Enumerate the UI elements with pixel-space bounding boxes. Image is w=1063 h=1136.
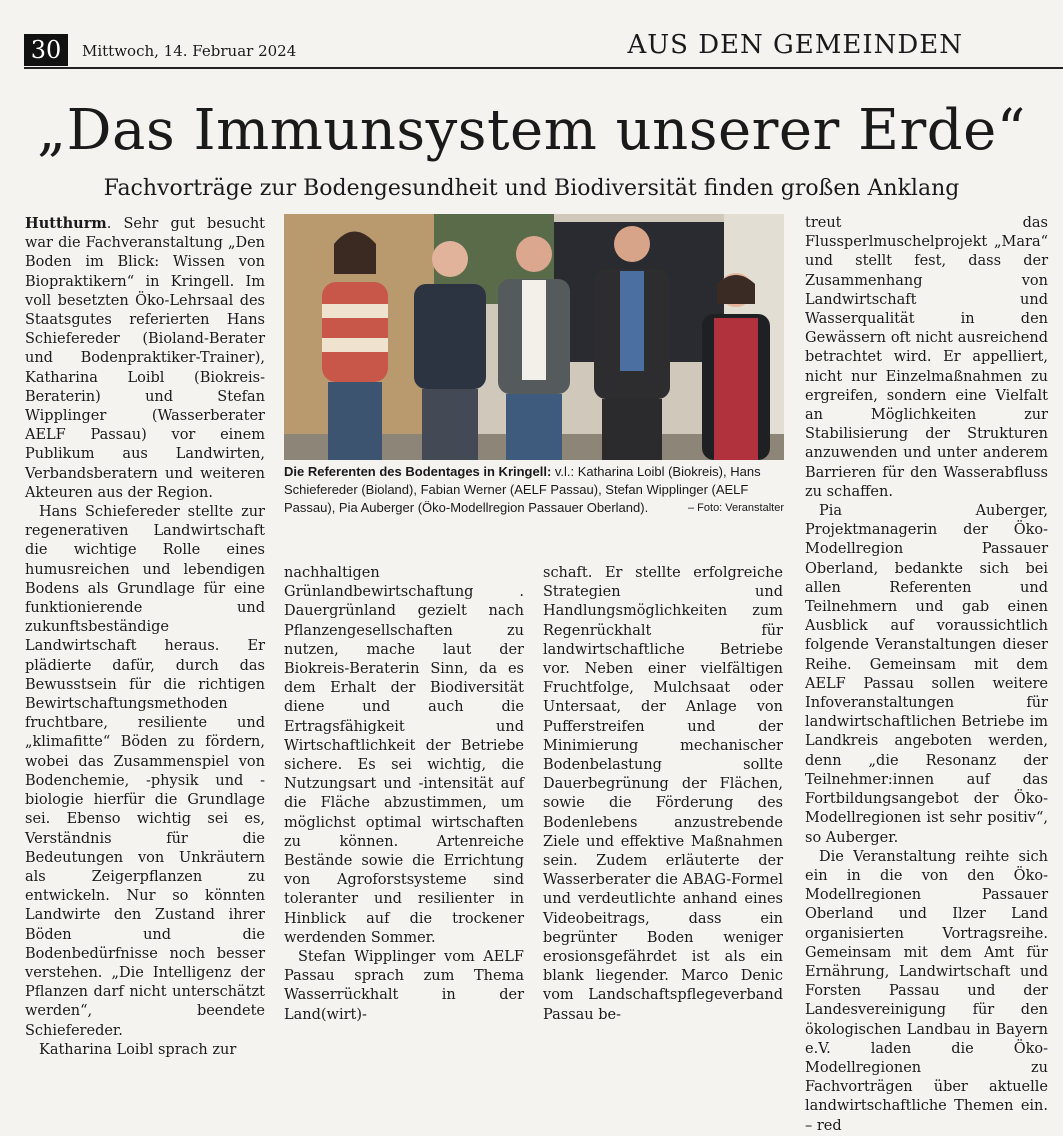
article-subheadline: Fachvorträge zur Bodengesundheit und Biodiversität finden großen Anklang bbox=[103, 176, 960, 201]
paragraph: nachhaltigen Grünlandbewirtschaftung . Dauergrünland gezielt nach Pflanzengesellschaften zu nutzen, mache laut der Biokreis-Beraterin Sinn, da es dem Erhalt der Biodiversität diene und auch die Ertragsfähigkeit und Wirtschaftlichkeit der Betriebe sichere. Es sei wichtig, die Nutzungsart und -intensität auf die Fläche abzustimmen, um möglichst optimal wirtschaften zu können. Artenreiche Bestände sowie die Errichtung von Agroforstsysteme sind toleranter und resilienter in Hinblick auf die trockener werdenden Sommer. bbox=[284, 565, 524, 946]
article-column-1 bbox=[25, 214, 265, 1060]
caption-title: Die Referenten des Bodentages in Kringell: bbox=[284, 464, 552, 479]
paragraph: Katharina Loibl sprach zur bbox=[39, 1041, 237, 1058]
photo-caption bbox=[284, 463, 784, 517]
paragraph-text: . Sehr gut besucht war die Fachveranstaltung „Den Boden im Blick: Wissen von Biopraktikern“ in Kringell. Im voll besetzten Öko-Lehrsaal des Staatsgutes referierten Hans Schiefereder (Bioland-Berater und Bodenpraktiker-Trainer), Katharina Loibl (Biokreis-Beraterin) und Stefan Wipplinger (Wasserberater AELF Passau) vor einem Publikum aus Landwirten, Verbandsberatern und weiteren Akteuren aus der Region. bbox=[25, 216, 265, 501]
photo-credit: – Foto: Veranstalter bbox=[688, 502, 784, 514]
paragraph bbox=[25, 214, 265, 503]
paragraph: Die Veranstaltung reihte sich ein in die von den Öko-Modellregionen Passauer Oberland und Ilzer Land organisierten Vortragsreihe. Gemeinsam mit dem Amt für Ernährung, Landwirtschaft und Forsten Passau und der Landesvereinigung für den ökologischen Landbau in Bayern e.V. laden die Öko-Modellregionen zu Fachvorträgen über aktuelle landwirtschaftliche Themen ein. – red bbox=[805, 848, 1048, 1134]
article-headline: „Das Immunsystem unserer Erde“ bbox=[37, 98, 1026, 163]
header-rule bbox=[24, 67, 1063, 69]
photo-illustration bbox=[284, 214, 784, 460]
article-column-4 bbox=[805, 214, 1048, 1136]
article-column-2 bbox=[284, 564, 524, 1025]
dateline: Hutthurm bbox=[25, 215, 107, 232]
article-photo bbox=[284, 214, 784, 460]
paragraph: Hans Schiefereder stellte zur regenerativen Landwirtschaft die wichtige Rolle eines humusreichen und lebendigen Bodens als Grundlage für eine funktionierende und zukunftsbeständige Landwirtschaft heraus. Er plädierte dafür, durch das Bewusstsein für die richtigen Bewirtschaftungsmethoden fruchtbare, resiliente und „klimafitte“ Böden zu fördern, wobei das Zusammenspiel von Bodenchemie, -physik und -biologie hierfür die Grundlage sei. Ebenso wichtig sei es, Verständnis für die Bedeutungen von Unkräutern als Zeigerpflanzen zu entwickeln. Nur so könnten Landwirte den Zustand ihrer Böden und die Bodenbedürfnisse noch besser verstehen. „Die Intelligenz der Pflanzen darf nicht unterschätzt werden“, beendete Schiefereder. bbox=[25, 504, 265, 1039]
paragraph: Stefan Wipplinger vom AELF Passau sprach zum Thema Wasserrückhalt in der Land(wirt)- bbox=[284, 949, 524, 1023]
paragraph: Pia Auberger, Projektmanagerin der Öko-Modellregion Passauer Oberland, bedankte sich bei allen Referenten und Teilnehmern und gab einen Ausblick auf voraussichtlich folgende Veranstaltungen dieser Reihe. Gemeinsam mit dem AELF Passau sollen weitere Infoveranstaltungen für landwirtschaftlichen Betriebe im Landkreis angeboten werden, denn „die Resonanz der Teilnehmer:innen auf das Fortbildungsangebot der Öko-Modellregionen ist sehr positiv“, so Auberger. bbox=[805, 503, 1048, 846]
caption-text: v.l.: Katharina Loibl (Biokreis), Hans Schiefereder (Bioland), Fabian Werner (AELF Passau), Stefan Wipplinger (AELF Passau), Pia Auberger (Öko-Modellregion Passauer Oberland). bbox=[284, 464, 761, 515]
section-title: AUS DEN GEMEINDEN bbox=[627, 30, 963, 60]
paragraph: schaft. Er stellte erfolgreiche Strategien und Handlungsmöglichkeiten zum Regenrückhalt für landwirtschaftliche Betriebe vor. Neben einer vielfältigen Fruchtfolge, Mulchsaat oder Untersaat, der Anlage von Pufferstreifen und der Minimierung mechanischer Bodenbelastung sollte Dauerbegrünung der Flächen, sowie die Förderung des Bodenlebens anzustrebende Ziele und effektive Maßnahmen sein. Zudem erläuterte der Wasserberater die ABAG-Formel und verdeutlichte anhand eines Videobeitrags, dass ein begrünter Boden weniger erosionsgefährdet ist als ein blank liegender. Marco Denic vom Landschaftspflegeverband Passau be- bbox=[543, 565, 783, 1023]
issue-date: Mittwoch, 14. Februar 2024 bbox=[82, 42, 297, 60]
article-column-3 bbox=[543, 564, 783, 1025]
page-number: 30 bbox=[24, 34, 68, 66]
paragraph: treut das Flussperlmuschelprojekt „Mara“ und stellt fest, dass der Zusammenhang von Landwirtschaft und Wasserqualität in den Gewässern oft nicht ausreichend betrachtet wird. Er appelliert, nicht nur Einzelmaßnahmen zu ergreifen, sondern eine Vielfalt an Möglichkeiten zur Stabilisierung der Strukturen anzuwenden und unter anderem Barrieren für den Wasserabfluss zu schaffen. bbox=[805, 215, 1048, 500]
